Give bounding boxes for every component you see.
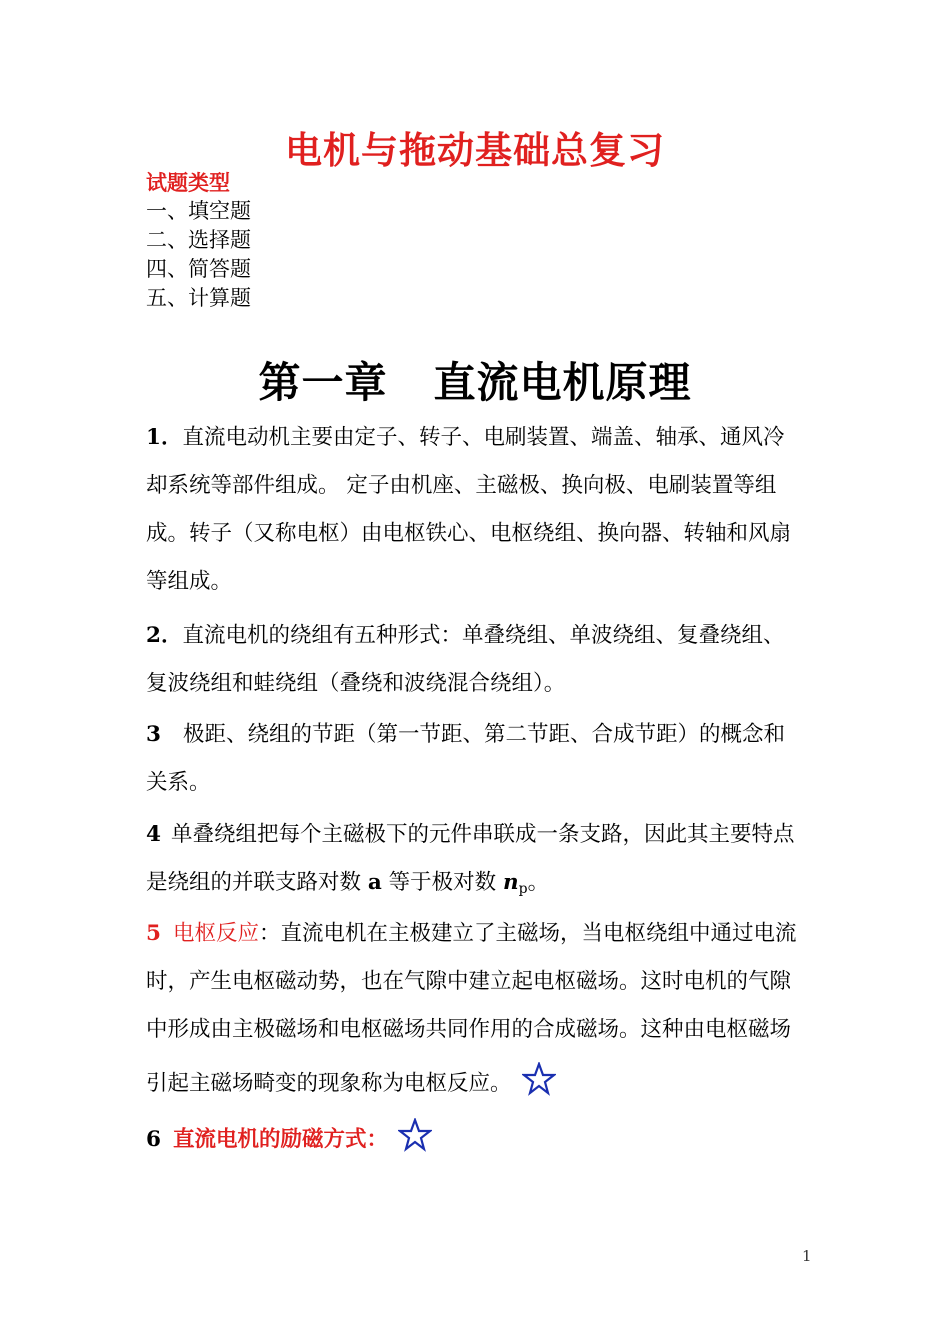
variable-n: n: [503, 870, 519, 895]
question-type-item: 四、简答题: [146, 257, 251, 281]
text-line: 极距、绕组的节距（第一节距、第二节距、合成节距）的概念和: [182, 722, 785, 747]
question-type-item: 五、计算题: [146, 286, 251, 310]
paragraph-5: [146, 910, 816, 1114]
text-line: 关系。: [146, 770, 211, 795]
text-line: 中形成由主极磁场和电枢磁场共同作用的合成磁场。这种由电枢磁场: [146, 1017, 792, 1042]
text-line: 单叠绕组把每个主磁极下的元件串联成一条支路，因此其主要特点: [170, 822, 795, 847]
item-number: 3: [146, 722, 161, 747]
chapter-name: 直流电机原理: [433, 358, 692, 407]
text-line: 等于极对数: [388, 870, 497, 895]
text-line: 时，产生电枢磁动势，也在气隙中建立起电枢磁场。这时电机的气隙: [146, 969, 792, 994]
question-type-item: 一、填空题: [146, 199, 251, 223]
item-number: 2．: [146, 623, 183, 648]
paragraph-4: [146, 811, 816, 913]
text-line: 成。转子（又称电枢）由电枢铁心、电枢绕组、换向器、转轴和风扇: [146, 521, 792, 546]
term-excitation-method: 直流电机的励磁方式：: [172, 1127, 388, 1152]
text-line: 直流电动机主要由定子、转子、电刷装置、端盖、轴承、通风冷: [182, 425, 785, 450]
star-icon: [398, 1118, 432, 1170]
question-type-item: 二、选择题: [146, 228, 251, 252]
text-line: ：直流电机在主极建立了主磁场，当电枢绕组中通过电流: [258, 921, 797, 946]
question-types-heading: 试题类型: [146, 170, 230, 195]
paragraph-6: [146, 1116, 816, 1170]
subscript-p: p: [518, 881, 528, 897]
paragraph-1: [146, 414, 816, 606]
text-line: 却系统等部件组成。 定子由机座、主磁极、换向极、电刷装置等组: [146, 473, 777, 498]
text-line: 直流电机的绕组有五种形式：单叠绕组、单波绕组、复叠绕组、: [182, 623, 785, 648]
item-number: 1．: [146, 425, 183, 450]
text-line: 复波绕组和蛙绕组（叠绕和波绕混合绕组）。: [146, 671, 566, 696]
item-number: 4: [146, 822, 161, 847]
text-line: 引起主磁场畸变的现象称为电枢反应。: [146, 1071, 512, 1096]
document-title: 电机与拖动基础总复习: [285, 128, 665, 172]
text-line: 。: [527, 870, 550, 895]
paragraph-2: [146, 612, 816, 708]
text-line: 是绕组的并联支路对数: [146, 870, 362, 895]
chapter-label: 第一章: [258, 358, 388, 407]
term-armature-reaction: 电枢反应: [172, 921, 259, 946]
star-icon: [522, 1062, 556, 1114]
text-line: 等组成。: [146, 569, 233, 594]
item-number: 6: [146, 1127, 161, 1152]
item-number: 5: [146, 921, 161, 946]
page-number: 1: [802, 1247, 812, 1265]
question-types: [146, 168, 251, 313]
chapter-heading: [0, 350, 950, 410]
paragraph-3: [146, 711, 816, 807]
variable-a: a: [367, 870, 382, 895]
